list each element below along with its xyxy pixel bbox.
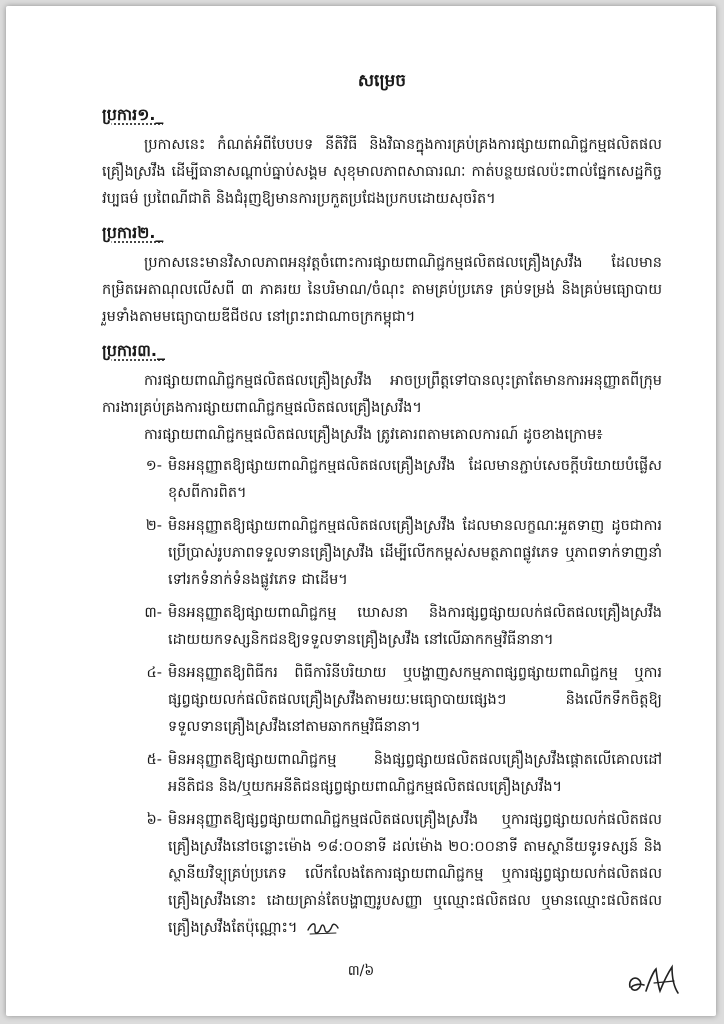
item-text: មិនអនុញ្ញាតឱ្យផ្សាយពាណិជ្ជកម្ម ឃោសនា និងការផ្សព្វផ្សាយលក់ផលិតផលគ្រឿងស្រវឹងដោយយកទស្សនិកជនឱ្យទទួលទានគ្រឿងស្រវឹង នៅលើឆាកកម្មវិធីនានា។ (168, 605, 662, 648)
item-number: ៦- (146, 812, 162, 828)
list-item (102, 807, 662, 942)
article-paragraph: ប្រកាសនេះមានវិសាលភាពអនុវត្តចំពោះការផ្សាយពាណិជ្ជកម្មផលិតផលគ្រឿងស្រវឹង ដែលមានកម្រិតអេតាណុលលើសពី ៣ ភាគរយ នៃបរិមាណ/ចំណុះ តាមគ្រប់ប្រភេទ គ្រប់ទម្រង់ និងគ្រប់មធ្យោបាយ រួមទាំងតាមមធ្យោបាយឌីជីថល នៅព្រះរាជាណាចក្រកម្ពុជា។ (102, 255, 662, 325)
article-paragraph: ការផ្សាយពាណិជ្ជកម្មផលិតផលគ្រឿងស្រវឹង អាចប្រព្រឹត្តទៅបានលុះត្រាតែមានការអនុញ្ញាតពីក្រុមការងារគ្រប់គ្រងការផ្សាយពាណិជ្ជកម្មផលិតផលគ្រឿងស្រវឹង។ (102, 373, 662, 416)
principles-list (102, 453, 662, 942)
initial-signature-icon (306, 918, 340, 938)
article-paragraph: ការផ្សាយពាណិជ្ជកម្មផលិតផលគ្រឿងស្រវឹង ត្រូវគោរពតាមគោលការណ៍ ដូចខាងក្រោម៖ (144, 427, 603, 443)
item-text: មិនអនុញ្ញាតឱ្យពិធីករ ពិធីការិនីបរិយាយ ឬបង្ហាញសកម្មភាពផ្សព្វផ្សាយពាណិជ្ជកម្ម ឬការផ្សព្វផ្សាយលក់ផលិតផលគ្រឿងស្រវឹងតាមរយៈមធ្យោបាយផ្សេងៗ និងលើកទឹកចិត្តឱ្យទទួលទានគ្រឿងស្រវឹងនៅតាមឆាកកម្មវិធីនានា។ (168, 665, 662, 735)
item-text: មិនអនុញ្ញាតឱ្យផ្សាយពាណិជ្ជកម្មផលិតផលគ្រឿងស្រវឹង ដែលមានលក្ខណៈអួតទាញ ដូចជាការប្រើប្រាស់រូបភាពទទួលទានគ្រឿងស្រវឹង ដើម្បីលើកកម្ពស់សមត្ថភាពផ្លូវភេទ ឬភាពទាក់ទាញនាំទៅរកទំនាក់ទំនងផ្លូវភេទ ជាដើម។ (168, 518, 662, 588)
item-text: មិនអនុញ្ញាតឱ្យផ្សព្វផ្សាយពាណិជ្ជកម្មផលិតផលគ្រឿងស្រវឹង ឬការផ្សព្វផ្សាយលក់ផលិតផលគ្រឿងស្រវឹងនៅចន្លោះម៉ោង ១៨:០០នាទី ដល់ម៉ោង ២០:០០នាទី តាមស្ថានីយទូរទស្សន៍ និងស្ថានីយវិទ្យុគ្រប់ប្រភេទ លើកលែងតែការផ្សាយពាណិជ្ជកម្ម ឬការផ្សព្វផ្សាយលក់ផលិតផលគ្រឿងស្រវឹងនោះ ដោយគ្រាន់តែបង្ហាញរូបសញ្ញា ឬឈ្មោះផលិតផល ឬមានឈ្មោះផលិតផលគ្រឿងស្រវឹងតែប៉ុណ្ណោះ។ (168, 812, 662, 936)
item-number: ៣- (144, 605, 162, 621)
article-heading: ប្រការ១._ (102, 105, 164, 124)
list-item (102, 513, 662, 594)
list-item (102, 747, 662, 801)
list-item (102, 453, 662, 507)
article-heading: ប្រការ២._ (102, 223, 164, 242)
article-paragraph: ប្រកាសនេះ កំណត់អំពីបែបបទ នីតិវិធី និងវិធានក្នុងការគ្រប់គ្រងការផ្សាយពាណិជ្ជកម្មផលិតផលគ្រឿងស្រវឹង ដើម្បីធានាសណ្តាប់ធ្នាប់សង្គម សុខុមាលភាពសាធារណៈ កាត់បន្ថយផលប៉ះពាល់ផ្នែកសេដ្ឋកិច្ច វប្បធម៌ ប្រពៃណីជាតិ និងជំរុញឱ្យមានការប្រកួតប្រជែងប្រកបដោយសុចរិត។ (102, 137, 662, 207)
item-text-wrapper (168, 807, 662, 942)
corner-signature-icon (624, 961, 686, 1001)
article-2 (102, 219, 662, 331)
item-text: មិនអនុញ្ញាតឱ្យផ្សាយពាណិជ្ជកម្ម និងផ្សព្វផ្សាយផលិតផលគ្រឿងស្រវឹងផ្តោតលើគោលដៅអនីតិជន និង/ឬយកអនីតិជនផ្សព្វផ្សាយពាណិជ្ជកម្មផលិតផលគ្រឿងស្រវឹង។ (168, 752, 662, 795)
item-number: ៥- (146, 752, 162, 768)
item-number: ៤- (146, 665, 162, 681)
document-body (102, 68, 662, 948)
page-number: ៣/៦ (347, 963, 375, 979)
document-title: សម្រេច (357, 71, 407, 91)
item-text: មិនអនុញ្ញាតឱ្យផ្សាយពាណិជ្ជកម្មផលិតផលគ្រឿងស្រវឹង ដែលមានភ្ជាប់សេចក្តីបរិយាយបំផ្លើសខុសពីការពិត។ (168, 458, 662, 501)
document-page (6, 6, 716, 1016)
list-item (102, 600, 662, 654)
article-heading: ប្រការ៣._ (102, 341, 165, 360)
item-number: ២- (145, 518, 162, 534)
list-item (102, 660, 662, 741)
item-number: ១- (145, 458, 162, 474)
article-3 (102, 337, 662, 942)
article-1 (102, 101, 662, 213)
